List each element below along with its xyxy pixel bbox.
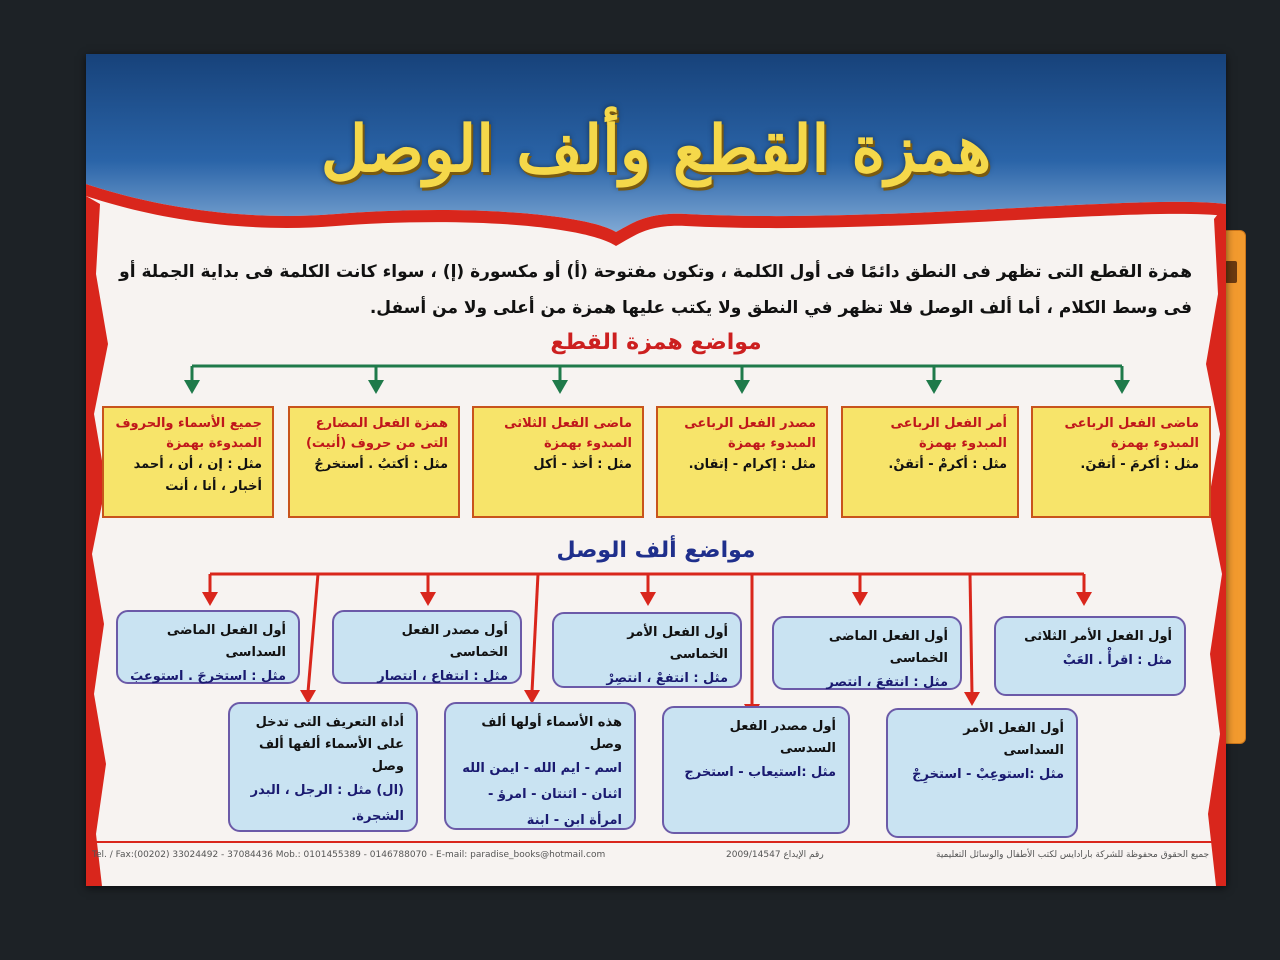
qat-connectors: [192, 366, 1122, 382]
wasl-box-example: مثل :استوعِبْ - استخرِجْ: [912, 767, 1064, 782]
tab-marker: [1225, 261, 1237, 283]
wasl-box-heading: أول الفعل الماضى الخماسى: [828, 629, 948, 666]
wasl-box-heading: أول الفعل الأمر الثلاثى: [1024, 629, 1172, 644]
wasl-box: [116, 610, 300, 684]
wasl-box-heading: أول الفعل الأمر الخماسى: [627, 625, 728, 662]
qat-box: [102, 406, 274, 518]
wasl-box-example: مثل : اقرأْ . العَبْ: [1062, 653, 1172, 668]
poster-title: همزة القطع وألف الوصل: [320, 112, 992, 187]
footer-rights: جميع الحقوق محفوظة للشركة بارادايس لكتب الأطفال والوسائل التعليمية: [936, 850, 1210, 860]
wasl-box-heading: أول الفعل الماضى السداسى: [166, 623, 286, 660]
qat-box-example: مثل : أخذ - أكل: [533, 457, 632, 472]
wasl-box-example: مثل : انتفاع ، انتصار: [377, 669, 508, 684]
qat-box-heading: ماضى الفعل الرباعى المبدوء بهمزة: [1064, 416, 1199, 451]
wasl-box: [772, 616, 962, 690]
qat-arrowheads: [184, 380, 1130, 394]
qat-box: [841, 406, 1019, 518]
wasl-box-example: (ال) مثل : الرجل ، البدر الشجرة.: [250, 783, 404, 824]
qat-box-heading: ماضى الفعل الثلاثى المبدوء بهمزة: [504, 416, 632, 451]
wasl-box-heading: أداة التعريف التى تدخل على الأسماء ألفها ألف وصل: [255, 715, 404, 774]
wasl-box-example: مثل : استخرجَ . استوعبَ: [130, 669, 286, 684]
qat-box-example: مثل : أكتبُ . أستخرجُ: [314, 457, 448, 472]
wasl-box-heading: أول مصدر الفعل الخماسى: [401, 623, 508, 660]
qat-box: [1031, 406, 1211, 518]
wasl-box-example: مثل : انتفعْ ، انتصِرْ: [606, 671, 728, 686]
wasl-box: [332, 610, 522, 684]
qat-box-heading: جميع الأسماء والحروف المبدوءة بهمزة: [115, 416, 262, 451]
qat-box-example: مثل : إكرام - إتقان.: [688, 457, 816, 472]
footer-contact: Tel. / Fax:(00202) 33024492 - 37084436 Mob.: 0101455389 - 0146788070 - E-mail: paradise_books@hotmail.com: [92, 850, 606, 860]
poster: [86, 54, 1226, 886]
qat-box-example: مثل : أكرمَ - أتقنَ.: [1080, 457, 1199, 472]
qat-box-example: مثل : إن ، أن ، أحمد أخبار ، أنا ، أنت: [133, 457, 262, 494]
wasl-box-heading: أول مصدر الفعل السدسى: [729, 719, 836, 756]
qat-box-heading: مصدر الفعل الرباعى المبدوء بهمزة: [684, 416, 816, 451]
intro-paragraph: همزة القطع التى تظهر فى النطق دائمًا فى أول الكلمة ، وتكون مفتوحة (أ) أو مكسورة (إ) ، سواء كانت الكلمة فى بداية الجملة أو فى وسط الكلام ، أما ألف الوصل فلا تظهر في النطق ولا يكتب عليها همزة من أعلى ولا من أسفل.: [119, 262, 1192, 318]
qat-box-example: مثل : أكرمْ - أتقنْ.: [888, 457, 1007, 472]
wasl-section-title: مواضع ألف الوصل: [556, 538, 756, 563]
wasl-box-example: اسم - ايم الله - ايمن الله اثنان - اثنتان - امرؤ - امرأة ابن - ابنة: [462, 761, 622, 828]
qat-section-title: مواضع همزة القطع: [550, 330, 762, 355]
wasl-box: [662, 706, 850, 834]
wasl-box: [228, 702, 418, 832]
qat-box-heading: همزة الفعل المضارع التى من حروف (أنيت): [305, 416, 448, 451]
wasl-box-heading: هذه الأسماء أولها ألف وصل: [481, 715, 622, 752]
wasl-box: [444, 702, 636, 830]
wasl-box-example: مثل : انتفعَ ، انتصر: [826, 675, 948, 690]
wasl-box: [552, 612, 742, 688]
wasl-box: [994, 616, 1186, 696]
qat-box-heading: أمر الفعل الرباعى المبدوء بهمزة: [890, 416, 1007, 451]
wasl-box: [886, 708, 1078, 838]
wasl-box-example: مثل :استيعاب - استخرج: [684, 765, 836, 780]
footer-deposit-number: 2009/14547 رقم الإيداع: [726, 850, 824, 860]
qat-box: [472, 406, 644, 518]
qat-box: [656, 406, 828, 518]
qat-box: [288, 406, 460, 518]
wasl-box-heading: أول الفعل الأمر السداسى: [963, 721, 1064, 758]
